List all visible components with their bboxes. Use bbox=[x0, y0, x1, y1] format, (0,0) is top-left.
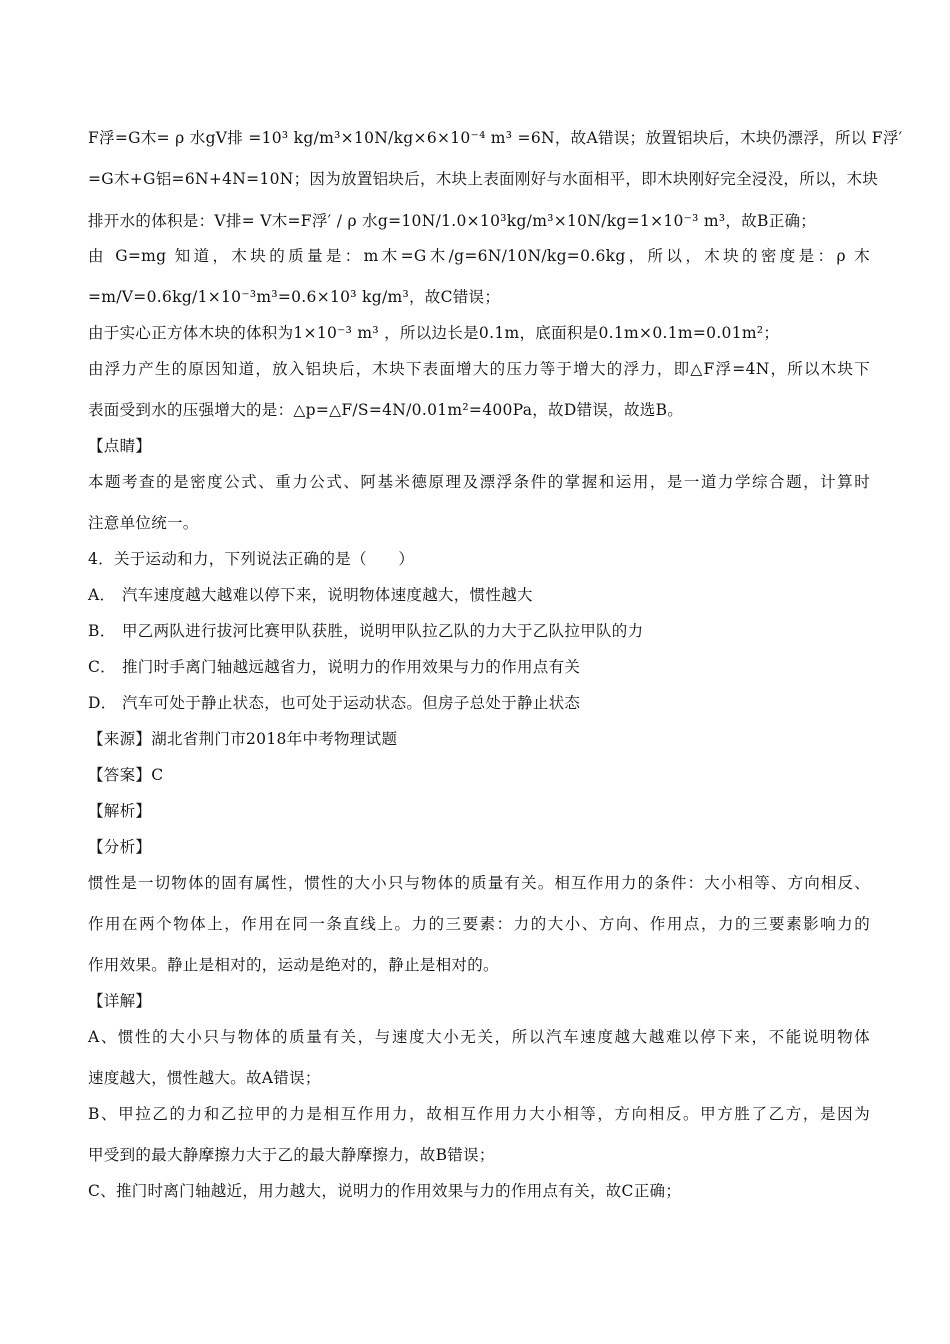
text-line: 作用在两个物体上，作用在同一条直线上。力的三要素：力的大小、方向、作用点，力的三要素影响力的 bbox=[88, 915, 870, 933]
text-line: F浮=G木= ρ 水gV排 =10³ kg/m³×10N/kg×6×10⁻⁴ m³ =6N，故A错误；放置铝块后，木块仍漂浮，所以 F浮′ bbox=[88, 129, 903, 147]
text-line: 由浮力产生的原因知道，放入铝块后，木块下表面增大的压力等于增大的浮力，即△F浮=4N，所以木块下 bbox=[88, 360, 870, 378]
text-line: 由 G=mg 知道，木块的质量是：m木=G木/g=6N/10N/kg=0.6kg，所以，木块的密度是：ρ 木 bbox=[88, 247, 870, 265]
text-line: 惯性是一切物体的固有属性，惯性的大小只与物体的质量有关。相互作用力的条件：大小相等、方向相反、 bbox=[88, 874, 870, 892]
source-line: 【来源】湖北省荆门市2018年中考物理试题 bbox=[88, 730, 398, 748]
option-text: 汽车可处于静止状态，也可处于运动状态。但房子总处于静止状态 bbox=[122, 694, 581, 712]
text-line: 本题考查的是密度公式、重力公式、阿基米德原理及漂浮条件的掌握和运用，是一道力学综合题，计算时 bbox=[88, 473, 870, 491]
text-line: B、甲拉乙的力和乙拉甲的力是相互作用力，故相互作用力大小相等，方向相反。甲方胜了乙方，是因为 bbox=[88, 1105, 870, 1123]
option-a bbox=[88, 585, 870, 605]
text-line: =m/V=0.6kg/1×10⁻³m³=0.6×10³ kg/m³，故C错误； bbox=[88, 288, 501, 306]
text-line: 注意单位统一。 bbox=[88, 514, 199, 532]
section-heading: 【点睛】 bbox=[88, 437, 152, 455]
option-d bbox=[88, 693, 870, 713]
option-label: B． bbox=[88, 622, 116, 640]
section-heading: 【解析】 bbox=[88, 802, 152, 820]
option-label: D． bbox=[88, 694, 117, 712]
text-line: 排开水的体积是：V排= V木=F浮′ / ρ 水g=10N/1.0×10³kg/m³×10N/kg=1×10⁻³ m³，故B正确； bbox=[88, 212, 817, 230]
option-text: 汽车速度越大越难以停下来，说明物体速度越大，惯性越大 bbox=[122, 586, 533, 604]
text-line: C、推门时离门轴越近，用力越大，说明力的作用效果与力的作用点有关，故C正确； bbox=[88, 1182, 682, 1200]
option-label: C． bbox=[88, 658, 116, 676]
option-c bbox=[88, 657, 870, 677]
option-text: 推门时手离门轴越远越省力，说明力的作用效果与力的作用点有关 bbox=[122, 658, 581, 676]
question-stem: 4．关于运动和力，下列说法正确的是（ ） bbox=[88, 550, 415, 568]
answer-line: 【答案】C bbox=[88, 766, 164, 784]
option-b bbox=[88, 621, 870, 641]
section-heading: 【详解】 bbox=[88, 992, 152, 1010]
text-line: 作用效果。静止是相对的，运动是绝对的，静止是相对的。 bbox=[88, 956, 499, 974]
text-line: A、惯性的大小只与物体的质量有关，与速度大小无关，所以汽车速度越大越难以停下来，不能说明物体 bbox=[88, 1028, 870, 1046]
text-line: =G木+G铝=6N+4N=10N；因为放置铝块后，木块上表面刚好与水面相平，即木块刚好完全浸没，所以，木块 bbox=[88, 170, 879, 188]
section-heading: 【分析】 bbox=[88, 838, 152, 856]
text-line: 速度越大，惯性越大。故A错误； bbox=[88, 1069, 321, 1087]
text-line: 甲受到的最大静摩擦力大于乙的最大静摩擦力，故B错误； bbox=[88, 1146, 495, 1164]
option-text: 甲乙两队进行拔河比赛甲队获胜，说明甲队拉乙队的力大于乙队拉甲队的力 bbox=[122, 622, 644, 640]
text-line: 由于实心正方体木块的体积为1×10⁻³ m³ ，所以边长是0.1m，底面积是0.1m×0.1m=0.01m²； bbox=[88, 324, 780, 342]
option-label: A． bbox=[88, 586, 116, 604]
text-line: 表面受到水的压强增大的是：△p=△F/S=4N/0.01m²=400Pa，故D错误，故选B。 bbox=[88, 401, 684, 419]
